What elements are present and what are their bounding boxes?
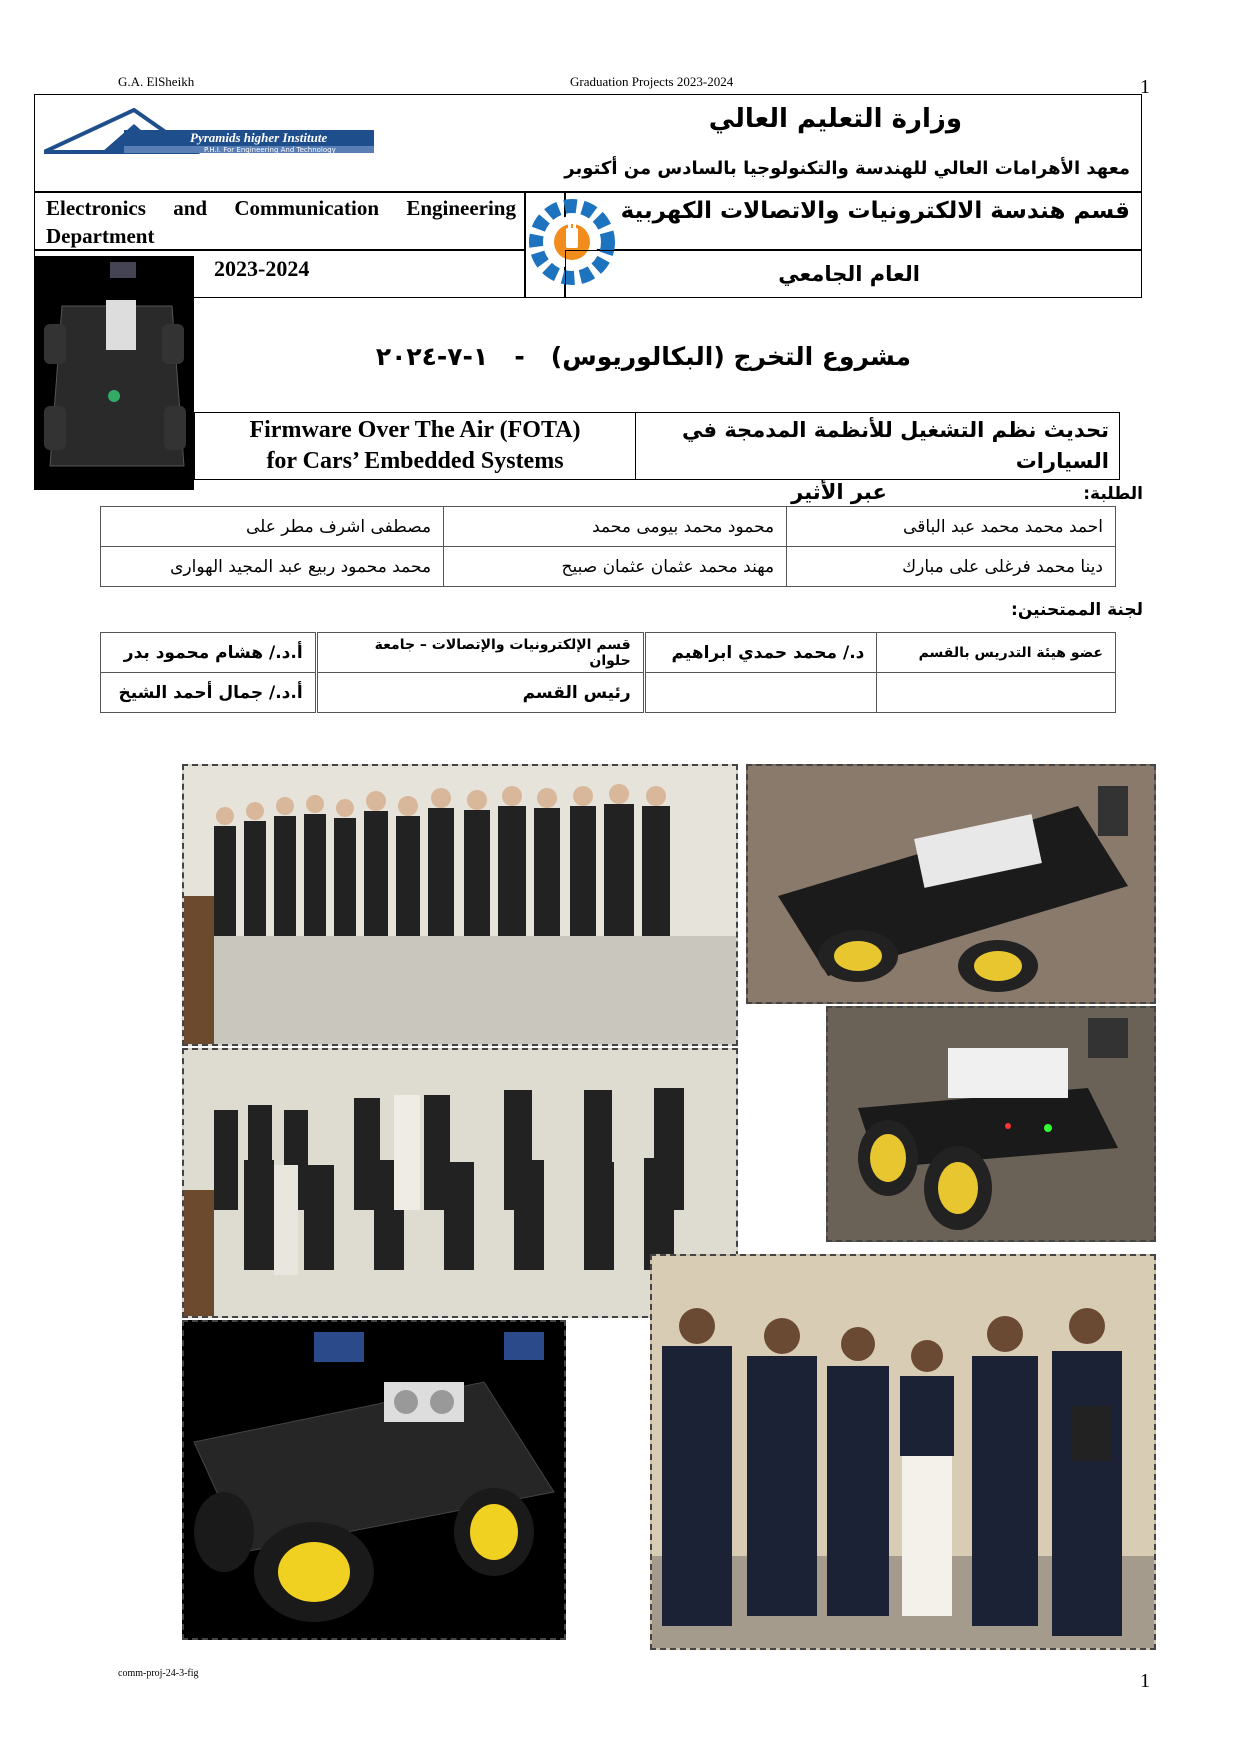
running-head-title: Graduation Projects 2023-2024 bbox=[570, 74, 734, 89]
examiner-affiliation: عضو هيئة التدريس بالقسم bbox=[877, 633, 1116, 673]
robot-car-photo-2 bbox=[826, 1006, 1156, 1242]
academic-year-label: العام الجامعي bbox=[778, 262, 920, 286]
examiner-affiliation: قسم الإلكترونيات والإتصالات – جامعة حلوان bbox=[316, 633, 644, 673]
project-title-ar-line2: عبر الأثير bbox=[791, 480, 887, 504]
footer-code: comm-proj-24-3-fig bbox=[118, 1668, 199, 1679]
running-head-page: 1 bbox=[1140, 76, 1150, 98]
project-title-en-line2: for Cars’ Embedded Systems bbox=[266, 448, 564, 474]
examiner-name: أ.د./ هشام محمود بدر bbox=[101, 633, 317, 673]
students-row bbox=[101, 547, 1116, 587]
student-name: محمد محمود ربيع عبد المجيد الهوارى bbox=[101, 547, 444, 587]
ministry-name: وزارة التعليم العالي bbox=[708, 104, 962, 134]
logo-text-name: Pyramids higher Institute bbox=[190, 130, 328, 145]
logo-text-sub: P.H.I. For Engineering And Technology bbox=[204, 146, 336, 154]
committee-label: لجنة الممتحنين: bbox=[1011, 600, 1143, 620]
project-heading: مشروع التخرج (البكالوريوس) - ١-٧-٢٠٢٤ bbox=[375, 342, 911, 371]
examiner-name bbox=[644, 673, 877, 713]
project-title-en-line1: Firmware Over The Air (FOTA) bbox=[249, 417, 581, 443]
examiner-name: أ.د./ جمال أحمد الشيخ bbox=[101, 673, 317, 713]
examiner-name: د./ محمد حمدي ابراهيم bbox=[644, 633, 877, 673]
examiner-affiliation bbox=[877, 673, 1116, 713]
running-head-author: G.A. ElSheikh bbox=[118, 74, 195, 89]
academic-year: 2023-2024 bbox=[214, 256, 310, 281]
team-group-photo-1 bbox=[182, 764, 738, 1046]
robot-thumbnail-image bbox=[34, 256, 194, 490]
student-name: محمود محمد بيومى محمد bbox=[444, 507, 787, 547]
student-name: دينا محمد فرغلى على مبارك bbox=[787, 547, 1116, 587]
students-label: الطلبة: bbox=[1083, 484, 1143, 504]
examiner-affiliation: رئيس القسم bbox=[316, 673, 644, 713]
team-outdoor-photo bbox=[650, 1254, 1156, 1650]
project-title-ar bbox=[639, 415, 1109, 508]
students-table bbox=[100, 506, 1116, 587]
robot-car-photo-1 bbox=[746, 764, 1156, 1004]
project-title-en bbox=[195, 415, 635, 477]
student-name: مهند محمد عثمان عثمان صبيح bbox=[444, 547, 787, 587]
committee-table bbox=[100, 632, 1116, 713]
header-table bbox=[34, 94, 1142, 298]
student-name: احمد محمد محمد عبد الباقى bbox=[787, 507, 1116, 547]
students-row bbox=[101, 507, 1116, 547]
student-name: مصطفى اشرف مطر على bbox=[101, 507, 444, 547]
robot-car-render bbox=[182, 1320, 566, 1640]
dept-name-ar: قسم هندسة الالكترونيات والاتصالات الكهربية bbox=[620, 198, 1130, 224]
institute-name: معهد الأهرامات العالي للهندسة والتكنولوجيا بالسادس من أكتوبر bbox=[564, 158, 1130, 179]
project-title-ar-line1: تحديث نظم التشغيل للأنظمة المدمجة في السيارات bbox=[682, 418, 1109, 473]
footer-page-number: 1 bbox=[1140, 1670, 1150, 1692]
committee-row bbox=[101, 673, 1116, 713]
committee-row bbox=[101, 633, 1116, 673]
dept-name-en: Electronics and Communication Engineering Department bbox=[46, 196, 516, 248]
